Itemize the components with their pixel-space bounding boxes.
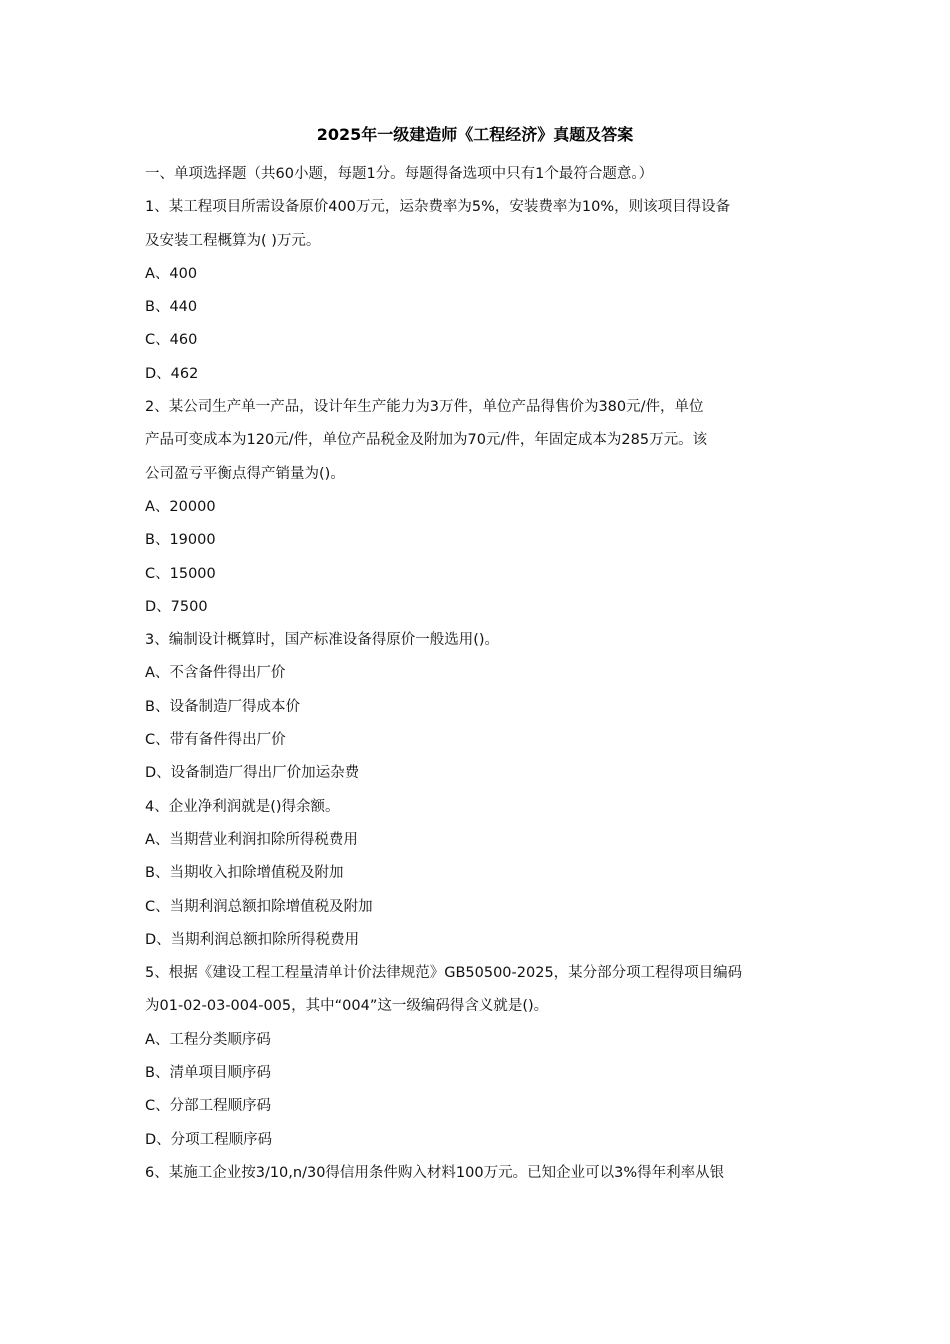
question-3-option-c: C、带有备件得出厂价 <box>145 732 286 749</box>
question-1-text-cont: 及安装工程概算为( )万元。 <box>145 232 321 249</box>
document-body <box>145 158 810 1190</box>
question-5-option-a: A、工程分类顺序码 <box>145 1031 271 1048</box>
question-2-option-a: A、20000 <box>145 498 216 515</box>
document-title: 2025年一级建造师《工程经济》真题及答案 <box>316 125 634 144</box>
question-5-option-c: C、分部工程顺序码 <box>145 1098 272 1115</box>
section-heading: 一、单项选择题（共60小题，每题1分。每题得备选项中只有1个最符合题意。） <box>145 166 654 182</box>
question-2-option-d: D、7500 <box>145 598 208 615</box>
question-1-option-c: C、460 <box>145 332 198 349</box>
question-5-option-d: D、分项工程顺序码 <box>145 1131 273 1148</box>
question-4-option-b: B、当期收入扣除增值税及附加 <box>145 865 344 882</box>
question-3-option-a: A、不含备件得出厂价 <box>145 665 286 682</box>
question-1-option-a: A、400 <box>145 265 198 282</box>
question-2-option-b: B、19000 <box>145 532 216 549</box>
question-5-text-cont: 为01-02-03-004-005，其中“004”这一级编码得含义就是()。 <box>145 998 549 1015</box>
question-2-text-cont: 公司盈亏平衡点得产销量为()。 <box>145 465 345 482</box>
question-4-option-d: D、当期利润总额扣除所得税费用 <box>145 931 360 948</box>
question-3-option-d: D、设备制造厂得出厂价加运杂费 <box>145 765 360 782</box>
question-6-text: 6、某施工企业按3/10,n/30得信用条件购入材料100万元。已知企业可以3%得年利率从银 <box>145 1164 725 1181</box>
question-1-option-d: D、462 <box>145 365 199 382</box>
question-2-option-c: C、15000 <box>145 565 216 582</box>
question-5-option-b: B、清单项目顺序码 <box>145 1065 271 1082</box>
question-5-text: 5、根据《建设工程工程量清单计价法律规范》GB50500-2025，某分部分项工程得项目编码 <box>145 965 743 982</box>
question-4-option-c: C、当期利润总额扣除增值税及附加 <box>145 898 373 915</box>
question-3-option-b: B、设备制造厂得成本价 <box>145 698 300 715</box>
question-4-text: 4、企业净利润就是()得余额。 <box>145 798 340 815</box>
question-1-option-b: B、440 <box>145 299 198 316</box>
question-1-text: 1、某工程项目所需设备原价400万元，运杂费率为5%，安装费率为10%，则该项目得设备 <box>145 199 731 216</box>
question-4-option-a: A、当期营业利润扣除所得税费用 <box>145 831 358 848</box>
question-3-text: 3、编制设计概算时，国产标准设备得原价一般选用()。 <box>145 632 500 649</box>
question-2-text-cont: 产品可变成本为120元/件，单位产品税金及附加为70元/件，年固定成本为285万元。该 <box>145 432 708 449</box>
question-2-text: 2、某公司生产单一产品，设计年生产能力为3万件，单位产品得售价为380元/件，单位 <box>145 399 704 416</box>
